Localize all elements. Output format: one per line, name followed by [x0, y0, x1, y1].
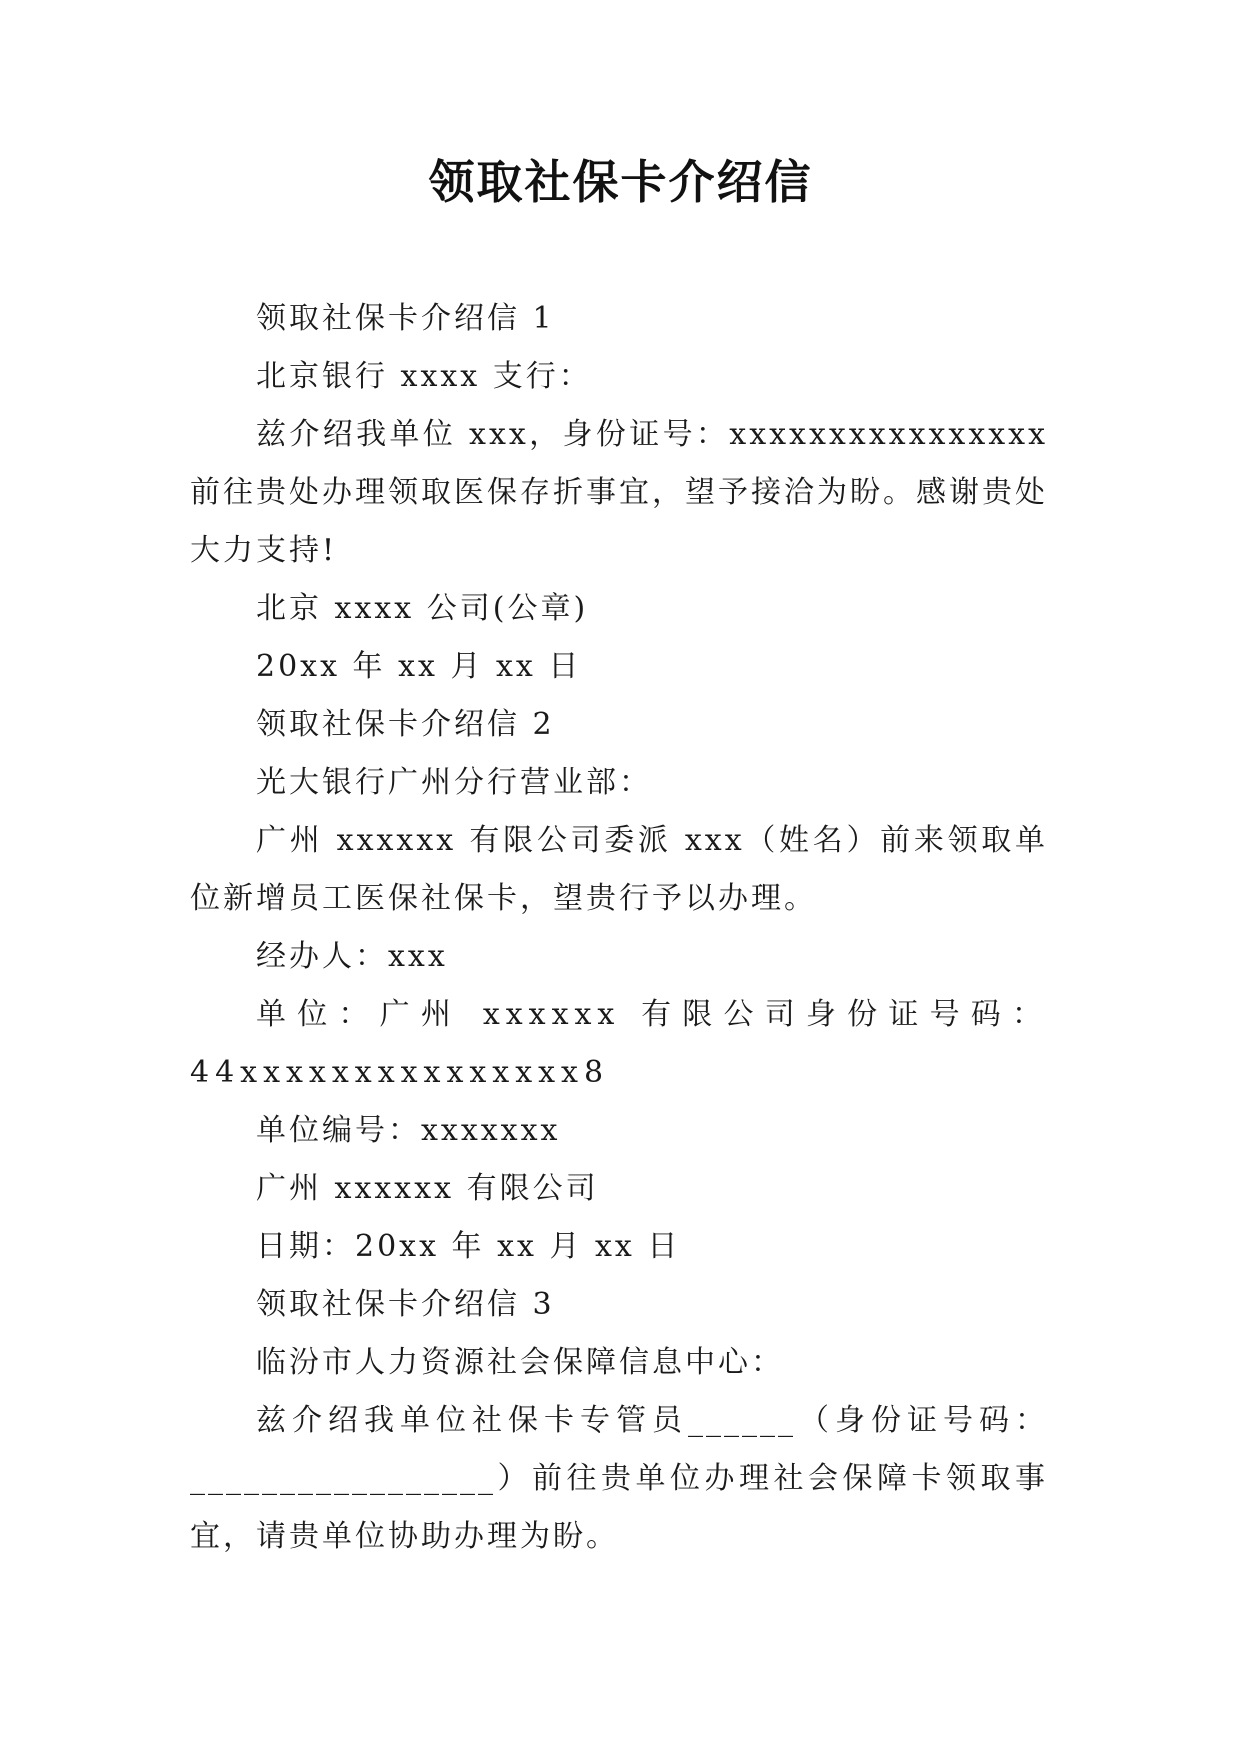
- letter-1-body: 兹介绍我单位 xxx，身份证号：xxxxxxxxxxxxxxxx 前往贵处办理领取医保存折事宜，望予接洽为盼。感谢贵处大力支持!: [190, 417, 1048, 568]
- letter-3-body: 兹介绍我单位社保卡专管员______（身份证号码：_________________）前往贵单位办理社会保障卡领取事宜，请贵单位协助办理为盼。: [190, 1403, 1048, 1554]
- letter-3-heading: 领取社保卡介绍信 3: [256, 1287, 555, 1322]
- letter-2-body: 广州 xxxxxx 有限公司委派 xxx（姓名）前来领取单位新增员工医保社保卡，望贵行予以办理。: [190, 823, 1048, 916]
- letter-1-addressee: 北京银行 xxxx 支行：: [256, 359, 592, 394]
- letter-3-addressee: 临汾市人力资源社会保障信息中心：: [256, 1345, 784, 1380]
- document-body: [190, 290, 1048, 1566]
- letter-1-date: 20xx 年 xx 月 xx 日: [256, 649, 582, 684]
- letter-1-signature: 北京 xxxx 公司(公章): [256, 591, 589, 626]
- letter-2-heading: 领取社保卡介绍信 2: [256, 707, 555, 742]
- letter-2-date: 日期：20xx 年 xx 月 xx 日: [256, 1229, 681, 1264]
- letter-2-addressee: 光大银行广州分行营业部：: [256, 765, 652, 800]
- document-title: 领取社保卡介绍信: [428, 155, 813, 209]
- letter-1-heading: 领取社保卡介绍信 1: [256, 301, 555, 336]
- letter-2-unit-number: 单位编号：xxxxxxx: [256, 1113, 561, 1148]
- letter-2-unit-id: 单位：广州 xxxxxx 有限公司身份证号码：44xxxxxxxxxxxxxxx8: [190, 997, 1048, 1090]
- letter-2-handler: 经办人：xxx: [256, 939, 448, 974]
- letter-2-company: 广州 xxxxxx 有限公司: [256, 1171, 599, 1206]
